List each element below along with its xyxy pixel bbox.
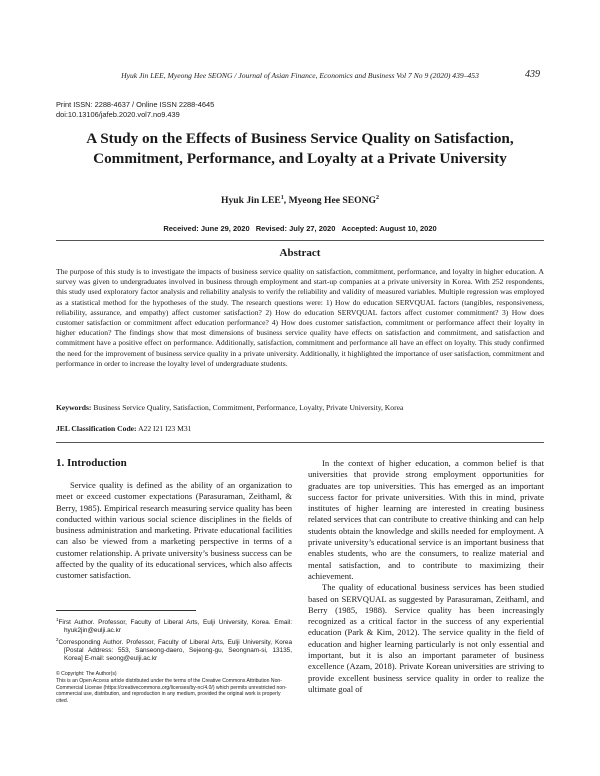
- jel-label: JEL Classification Code:: [56, 424, 137, 433]
- author-2-name: Myeong Hee SEONG: [288, 195, 376, 207]
- article-dates: [56, 224, 544, 233]
- footnote-divider: [56, 610, 196, 611]
- footnotes: [56, 616, 292, 663]
- page-number: 439: [525, 69, 540, 80]
- revised-date: Revised: July 27, 2020: [255, 224, 336, 233]
- author-1-name: Hyuk Jin LEE: [221, 195, 281, 207]
- bottom-divider: [56, 442, 544, 443]
- author-2-mark: 2: [375, 195, 379, 201]
- accepted-date: Accepted: August 10, 2020: [341, 224, 437, 233]
- title-line-1: A Study on the Effects of Business Service Quality on Satisfaction,: [86, 130, 514, 147]
- footnote-2-mark: 2: [56, 636, 59, 642]
- issn-line: Print ISSN: 2288-4637 / Online ISSN 2288-4645: [56, 100, 215, 109]
- jel-codes: A22 I21 I23 M31: [138, 424, 192, 433]
- abstract-body: The purpose of this study is to investigate the impacts of business service quality on satisfaction, commitment, performance, and loyalty in higher education. A survey was given to undergraduates involved in business through employment and start-up companies at a private university in Korea. With 252 respondents, this study used exploratory factor analysis and reliability analysis to verify the reliability and validity of measured variables. Multiple regression was employed as a statistical method for the hypotheses of the study. The research questions were: 1) How do education SERVQUAL factors (tangibles, responsiveness, reliability, assurance, and empathy) affect customer satisfaction? 2) How do education SERVQUAL factors affect customer commitment? 3) How does customer satisfaction or commitment affect education performance? 4) How does customer satisfaction, commitment or performance affect their loyalty in higher education? The findings show that most dimensions of business service quality have effects on satisfaction and commitment, and satisfaction and commitment have a positive effect on performance. Additionally, satisfaction, commitment and performance all have an effect on loyalty. This study confirmed the need for the improvement of business service quality in a private university. Additionally, it highlighted the importance of user satisfaction, commitment and performance in order to increase the loyalty level of undergraduate students.: [56, 267, 544, 368]
- doi-line[interactable]: doi:10.13106/jafeb.2020.vol7.no9.439: [56, 110, 180, 119]
- abstract-heading: Abstract: [279, 247, 321, 259]
- keywords-label: Keywords:: [56, 403, 92, 412]
- license-text: This is an Open Access article distributed under the terms of the Creative Commons Attribution Non-Commercial License (https://creativecommons.org/licenses/by-nc/4.0/) which permits unrestricted non-commercial use, distribution, and reproduction in any medium, provided the original work is properly cited.: [56, 677, 287, 705]
- top-divider: [56, 240, 544, 241]
- author-1-mark: 1: [280, 195, 284, 201]
- introduction-heading: 1. Introduction: [56, 457, 127, 469]
- copyright-notice: [56, 671, 292, 705]
- footnote-corresponding-author: $^2$Corresponding Author. Professor, Faculty of Liberal Arts, Eulji University, Korea [Postal Address: 553, Sanseong-daero, Sejeong-gu, Seongnam-si, 13135, Korea] E-mail: seong@eulji.ac.kr: [56, 636, 292, 663]
- article-title: [56, 129, 544, 169]
- author-separator: ,: [283, 195, 289, 207]
- author-list: [56, 195, 544, 206]
- footnote-first-author: $^1$First Author. Professor, Faculty of Liberal Arts, Eulji University, Korea. Email: hyuk2jin@eulji.ac.kr: [56, 617, 292, 635]
- jel-classification: [56, 424, 544, 434]
- introduction-right-paragraph-2: The quality of educational business services has been studied based on SERVQUAL as suggested by Parasuraman, Zeithaml, and Berry (1985, 1988). Service quality has been increasingly recognized as a critical factor in the success of any experiential education (Park & Kim, 2012). The service quality in the field of education and higher learning particularly is not only essential and important, but it is also an important parameter of business excellence (Azam, 2018). Private Korean universities are striving to provide excellent business service quality in order to realize the ultimate goal of: [308, 582, 544, 694]
- introduction-right-paragraph-1: In the context of higher education, a common belief is that universities that provide strong employment opportunities for graduates are top universities. This has emerged as an important success factor for private universities. With this in mind, private institutes of higher learning are interested in creating business related services that can contribute to creative thinking and can help students obtain the knowledge and skills needed for employment. A private university’s educational service is an important business that enables students, who are the consumers, to realize material and mental satisfaction, and to contribute to maximizing their achievement.: [308, 458, 544, 581]
- received-date: Received: June 29, 2020: [163, 224, 250, 233]
- running-head: Hyuk Jin LEE, Myeong Hee SEONG / Journal of Asian Finance, Economics and Business Vol 7 No 9 (2020) 439–453: [121, 71, 479, 80]
- footnote-1-mark: 1: [56, 617, 59, 622]
- title-line-2: Commitment, Performance, and Loyalty at a Private University: [93, 150, 507, 167]
- introduction-right-column: [308, 458, 544, 695]
- copyright-line: © Copyright: The Author(s): [56, 671, 117, 677]
- introduction-left-paragraph: Service quality is defined as the ability of an organization to meet or exceed customer expectations (Parasuraman, Zeithaml, & Berry, 1985). Empirical research measuring service quality has been conducted within various social science disciplines in the fields of business administration and marketing. Private educational facilities can also be viewed from a marketing perspective in terms of a customer relationship. A private university’s business success can be affected by the quality of its educational services, which also affects customer satisfaction.: [56, 480, 292, 581]
- keywords-text: Business Service Quality, Satisfaction, Commitment, Performance, Loyalty, Private University, Korea: [93, 403, 404, 412]
- keywords: [56, 403, 544, 413]
- article-identifiers: [56, 100, 214, 120]
